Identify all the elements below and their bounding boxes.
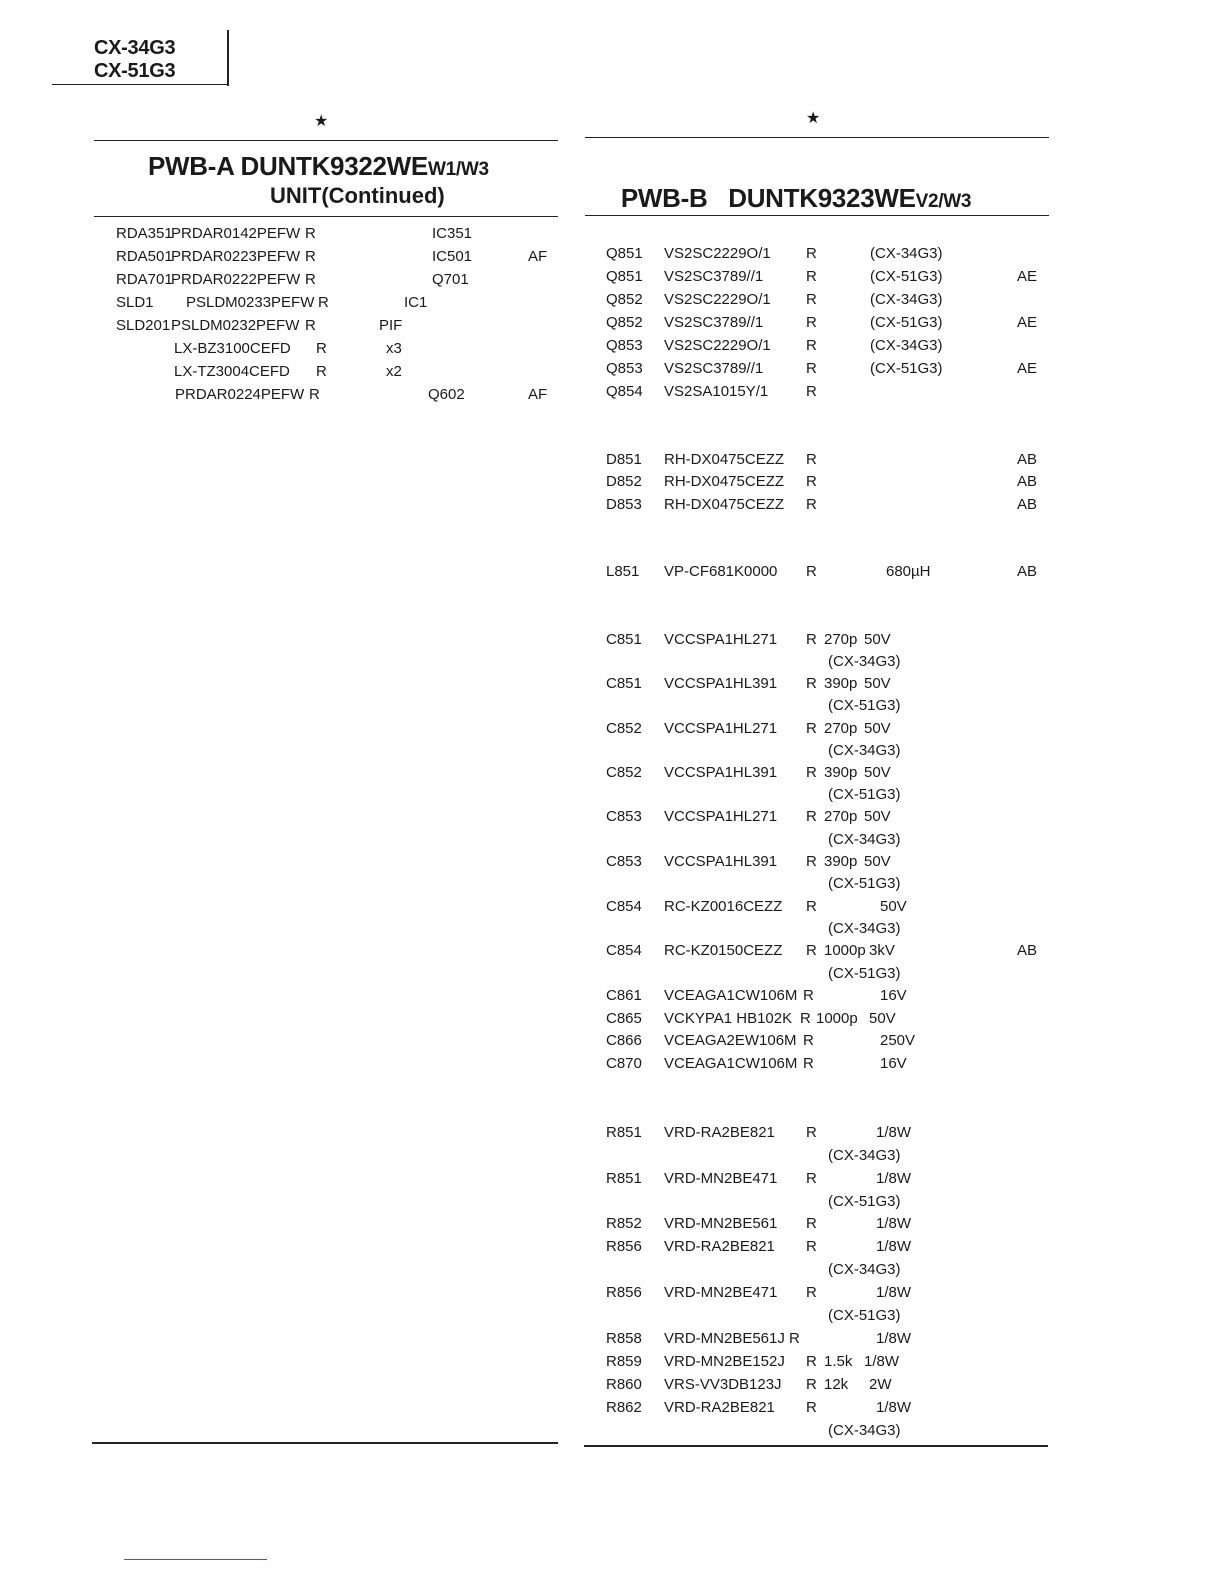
right-part-partno: VRD-MN2BE471 xyxy=(664,1284,778,1301)
right-star-icon: ★ xyxy=(806,110,821,127)
right-part-ref: R851 xyxy=(606,1170,642,1187)
right-part-spec: 50V xyxy=(864,631,891,648)
right-part-rank: R xyxy=(806,675,817,692)
right-part-rank: R xyxy=(806,496,817,513)
right-part-partno: VCCSPA1HL391 xyxy=(664,675,778,692)
right-part-partno: VCEAGA1CW106M xyxy=(664,987,798,1004)
right-part-rank: R xyxy=(806,1238,817,1255)
right-part-spec: 1/8W xyxy=(876,1124,912,1141)
right-part-partno: VCEAGA2EW106M xyxy=(664,1032,797,1049)
left-part-ref: RDA501 xyxy=(116,248,173,265)
left-part-desc: IC1 xyxy=(404,294,428,311)
right-part-partno: VRD-MN2BE561 xyxy=(664,1215,778,1232)
right-part-ref: C852 xyxy=(606,764,642,781)
right-part-value: 270p xyxy=(824,631,858,648)
right-part-rank: R xyxy=(806,720,817,737)
right-part-spec: 50V xyxy=(864,853,891,870)
right-part-ref: C866 xyxy=(606,1032,642,1049)
right-part-partno: RH-DX0475CEZZ xyxy=(664,496,785,513)
right-part-partno: VS2SC2229O/1 xyxy=(664,291,771,308)
left-part-ref: SLD1 xyxy=(116,294,154,311)
right-part-spec: 1/8W xyxy=(876,1284,912,1301)
right-top-rule xyxy=(585,137,1049,138)
right-part-rank: R xyxy=(806,291,817,308)
right-part-spec: (CX-51G3) xyxy=(870,360,943,377)
right-part-partno: VCEAGA1CW106M xyxy=(664,1055,798,1072)
right-part-code: AE xyxy=(1017,314,1038,331)
right-bottom-rule xyxy=(584,1445,1048,1447)
left-part-desc: IC501 xyxy=(432,248,473,265)
right-part-code: AB xyxy=(1017,473,1038,490)
right-part-rank: R xyxy=(806,1170,817,1187)
left-part-desc: x3 xyxy=(386,340,402,357)
right-part-rank: R xyxy=(803,987,814,1004)
right-part-value: 1000p xyxy=(824,942,866,959)
right-part-rank: R xyxy=(806,631,817,648)
right-part-ref: Q854 xyxy=(606,383,643,400)
right-part-ref: C851 xyxy=(606,631,642,648)
right-part-value: 390p xyxy=(824,675,858,692)
right-part-spec: 50V xyxy=(864,675,891,692)
right-part-ref: C853 xyxy=(606,853,642,870)
left-part-rank: R xyxy=(305,225,316,242)
right-part-spec: (CX-34G3) xyxy=(870,291,943,308)
right-section-title xyxy=(607,153,971,217)
right-part-partno: VRD-MN2BE152J xyxy=(664,1353,785,1370)
right-part-ref: R851 xyxy=(606,1124,642,1141)
right-part-value: 12k xyxy=(824,1376,849,1393)
right-part-ref: C870 xyxy=(606,1055,642,1072)
left-star-icon: ★ xyxy=(314,113,329,130)
right-part-partno: RH-DX0475CEZZ xyxy=(664,473,785,490)
left-part-rank: R xyxy=(305,271,316,288)
right-part-value: 1000p xyxy=(816,1010,858,1027)
right-part-partno: RC-KZ0016CEZZ xyxy=(664,898,783,915)
right-part-rank: R xyxy=(806,1215,817,1232)
right-part-rank: R xyxy=(806,245,817,262)
left-section-title xyxy=(148,151,489,185)
right-part-spec: (CX-51G3) xyxy=(828,697,901,714)
right-part-partno: VCCSPA1HL391 xyxy=(664,853,778,870)
right-part-rank: R xyxy=(806,337,817,354)
right-part-ref: D851 xyxy=(606,451,642,468)
right-part-spec: 680µH xyxy=(886,563,931,580)
right-part-partno: VRD-MN2BE471 xyxy=(664,1170,778,1187)
left-part-ref: RDA351 xyxy=(116,225,173,242)
right-part-spec: 1/8W xyxy=(876,1238,912,1255)
right-part-ref: Q852 xyxy=(606,314,643,331)
left-title-suffix: W1/W3 xyxy=(427,159,489,180)
right-part-spec: (CX-34G3) xyxy=(828,1147,901,1164)
right-part-spec: (CX-51G3) xyxy=(828,875,901,892)
right-part-spec: (CX-34G3) xyxy=(870,337,943,354)
left-part-code: AF xyxy=(528,248,548,265)
right-part-ref: C851 xyxy=(606,675,642,692)
right-part-partno: VRD-RA2BE821 xyxy=(664,1238,775,1255)
right-part-ref: R862 xyxy=(606,1399,642,1416)
right-part-spec: (CX-51G3) xyxy=(828,1193,901,1210)
right-part-ref: Q851 xyxy=(606,245,643,262)
left-part-rank: R xyxy=(305,248,316,265)
right-part-spec: 50V xyxy=(880,898,907,915)
right-part-code: AE xyxy=(1017,268,1038,285)
right-part-ref: D852 xyxy=(606,473,642,490)
right-part-spec: (CX-34G3) xyxy=(828,742,901,759)
right-part-rank: R xyxy=(806,1376,817,1393)
right-part-rank: R xyxy=(806,1399,817,1416)
left-part-partno: PRDAR0223PEFW xyxy=(171,248,301,265)
right-part-rank: R xyxy=(806,1124,817,1141)
right-part-partno: VS2SC3789//1 xyxy=(664,314,764,331)
right-part-code: AB xyxy=(1017,496,1038,513)
right-part-spec: (CX-34G3) xyxy=(828,653,901,670)
right-part-partno: VS2SC3789//1 xyxy=(664,360,764,377)
right-part-ref: C854 xyxy=(606,898,642,915)
right-part-spec: (CX-51G3) xyxy=(828,965,901,982)
right-part-rank: R xyxy=(800,1010,811,1027)
footer-link-line xyxy=(124,1559,267,1560)
right-part-ref: R858 xyxy=(606,1330,642,1347)
right-part-spec: 50V xyxy=(864,764,891,781)
right-part-spec: 1/8W xyxy=(876,1170,912,1187)
left-part-ref: SLD201 xyxy=(116,317,171,334)
right-part-ref: C861 xyxy=(606,987,642,1004)
right-part-partno: VS2SC3789//1 xyxy=(664,268,764,285)
right-part-spec: (CX-34G3) xyxy=(828,1261,901,1278)
right-part-value: 390p xyxy=(824,853,858,870)
right-title-suffix: V2/W3 xyxy=(915,191,972,212)
right-part-ref: Q853 xyxy=(606,337,643,354)
right-part-partno: VS2SC2229O/1 xyxy=(664,245,771,262)
right-part-spec: 50V xyxy=(864,808,891,825)
header-divider-horizontal xyxy=(52,84,228,85)
right-part-value: 270p xyxy=(824,808,858,825)
right-part-rank: R xyxy=(806,473,817,490)
left-part-partno: PSLDM0233PEFW xyxy=(186,294,315,311)
right-part-spec: 1/8W xyxy=(876,1330,912,1347)
right-part-rank: R xyxy=(803,1032,814,1049)
left-part-partno: PSLDM0232PEFW xyxy=(171,317,300,334)
left-part-partno: LX-BZ3100CEFD xyxy=(174,340,291,357)
right-part-partno: VCCSPA1HL271 xyxy=(664,808,778,825)
right-part-ref: Q853 xyxy=(606,360,643,377)
right-part-code: AB xyxy=(1017,942,1038,959)
left-part-ref: RDA701 xyxy=(116,271,173,288)
left-part-partno: LX-TZ3004CEFD xyxy=(174,363,290,380)
right-part-spec: 3kV xyxy=(869,942,895,959)
right-part-spec: (CX-51G3) xyxy=(870,314,943,331)
right-part-ref: R856 xyxy=(606,1238,642,1255)
right-part-partno: VCCSPA1HL391 xyxy=(664,764,778,781)
right-part-ref: R860 xyxy=(606,1376,642,1393)
right-part-partno: VCCSPA1HL271 xyxy=(664,631,778,648)
left-part-rank: R xyxy=(318,294,329,311)
right-part-spec: (CX-51G3) xyxy=(828,786,901,803)
right-part-partno: VCCSPA1HL271 xyxy=(664,720,778,737)
left-part-desc: x2 xyxy=(386,363,402,380)
right-part-partno: VP-CF681K0000 xyxy=(664,563,778,580)
right-part-spec: (CX-51G3) xyxy=(870,268,943,285)
header-divider-vertical xyxy=(227,30,229,86)
right-part-partno: VS2SA1015Y/1 xyxy=(664,383,769,400)
right-part-spec: 1/8W xyxy=(876,1399,912,1416)
right-part-partno: VRD-RA2BE821 xyxy=(664,1124,775,1141)
right-part-ref: R852 xyxy=(606,1215,642,1232)
right-part-spec: (CX-51G3) xyxy=(828,1307,901,1324)
right-part-rank: R xyxy=(806,360,817,377)
right-part-value: 270p xyxy=(824,720,858,737)
left-part-desc: Q701 xyxy=(432,271,469,288)
right-part-spec: 50V xyxy=(869,1010,896,1027)
right-part-partno: VRD-MN2BE561J xyxy=(664,1330,785,1347)
right-part-partno: RC-KZ0150CEZZ xyxy=(664,942,783,959)
model-number-1: CX-34G3 xyxy=(94,37,176,59)
right-part-spec: 16V xyxy=(880,1055,907,1072)
right-part-spec: 1/8W xyxy=(864,1353,900,1370)
left-bottom-rule xyxy=(92,1442,558,1444)
left-part-partno: PRDAR0142PEFW xyxy=(171,225,301,242)
right-part-code: AB xyxy=(1017,563,1038,580)
left-part-rank: R xyxy=(305,317,316,334)
right-part-partno: VS2SC2229O/1 xyxy=(664,337,771,354)
right-header-rule xyxy=(585,215,1049,216)
left-section-subtitle: UNIT(Continued) xyxy=(270,183,445,208)
right-part-partno: VRD-RA2BE821 xyxy=(664,1399,775,1416)
model-number-2: CX-51G3 xyxy=(94,60,176,82)
right-part-rank: R xyxy=(806,314,817,331)
right-part-rank: R xyxy=(806,942,817,959)
right-part-ref: C853 xyxy=(606,808,642,825)
right-part-ref: D853 xyxy=(606,496,642,513)
right-part-rank: R xyxy=(806,898,817,915)
right-part-spec: 1/8W xyxy=(876,1215,912,1232)
left-part-rank: R xyxy=(316,340,327,357)
right-part-spec: 16V xyxy=(880,987,907,1004)
right-part-rank: R xyxy=(789,1330,800,1347)
left-part-desc: IC351 xyxy=(432,225,473,242)
right-part-rank: R xyxy=(806,451,817,468)
left-header-rule xyxy=(94,216,558,217)
right-part-spec: (CX-34G3) xyxy=(828,1422,901,1439)
right-part-rank: R xyxy=(803,1055,814,1072)
right-part-ref: L851 xyxy=(606,563,640,580)
right-part-partno: RH-DX0475CEZZ xyxy=(664,451,785,468)
left-title-main: PWB-A DUNTK9322WE xyxy=(148,151,428,181)
left-part-rank: R xyxy=(309,386,320,403)
right-part-partno: VRS-VV3DB123J xyxy=(664,1376,782,1393)
right-part-code: AE xyxy=(1017,360,1038,377)
right-part-ref: Q852 xyxy=(606,291,643,308)
left-part-desc: PIF xyxy=(379,317,403,334)
right-part-rank: R xyxy=(806,268,817,285)
right-part-value: 390p xyxy=(824,764,858,781)
right-part-spec: 50V xyxy=(864,720,891,737)
right-part-rank: R xyxy=(806,563,817,580)
right-part-spec: (CX-34G3) xyxy=(828,920,901,937)
left-part-rank: R xyxy=(316,363,327,380)
right-part-ref: R856 xyxy=(606,1284,642,1301)
right-part-ref: C854 xyxy=(606,942,642,959)
right-part-ref: C852 xyxy=(606,720,642,737)
right-part-spec: (CX-34G3) xyxy=(828,831,901,848)
right-part-rank: R xyxy=(806,853,817,870)
right-part-rank: R xyxy=(806,1353,817,1370)
left-part-partno: PRDAR0222PEFW xyxy=(171,271,301,288)
right-part-rank: R xyxy=(806,383,817,400)
right-part-rank: R xyxy=(806,764,817,781)
right-title-main: PWB-B DUNTK9323WE xyxy=(620,183,916,213)
right-part-ref: C865 xyxy=(606,1010,642,1027)
right-part-rank: R xyxy=(806,808,817,825)
right-part-spec: (CX-34G3) xyxy=(870,245,943,262)
left-part-partno: PRDAR0224PEFW xyxy=(175,386,305,403)
right-part-ref: Q851 xyxy=(606,268,643,285)
right-part-code: AB xyxy=(1017,451,1038,468)
left-part-desc: Q602 xyxy=(428,386,465,403)
right-part-partno: VCKYPA1 HB102K xyxy=(664,1010,793,1027)
right-part-ref: R859 xyxy=(606,1353,642,1370)
left-part-code: AF xyxy=(528,386,548,403)
right-part-spec: 2W xyxy=(869,1376,892,1393)
left-top-rule xyxy=(94,140,558,141)
right-part-rank: R xyxy=(806,1284,817,1301)
right-part-value: 1.5k xyxy=(824,1353,853,1370)
right-part-spec: 250V xyxy=(880,1032,916,1049)
